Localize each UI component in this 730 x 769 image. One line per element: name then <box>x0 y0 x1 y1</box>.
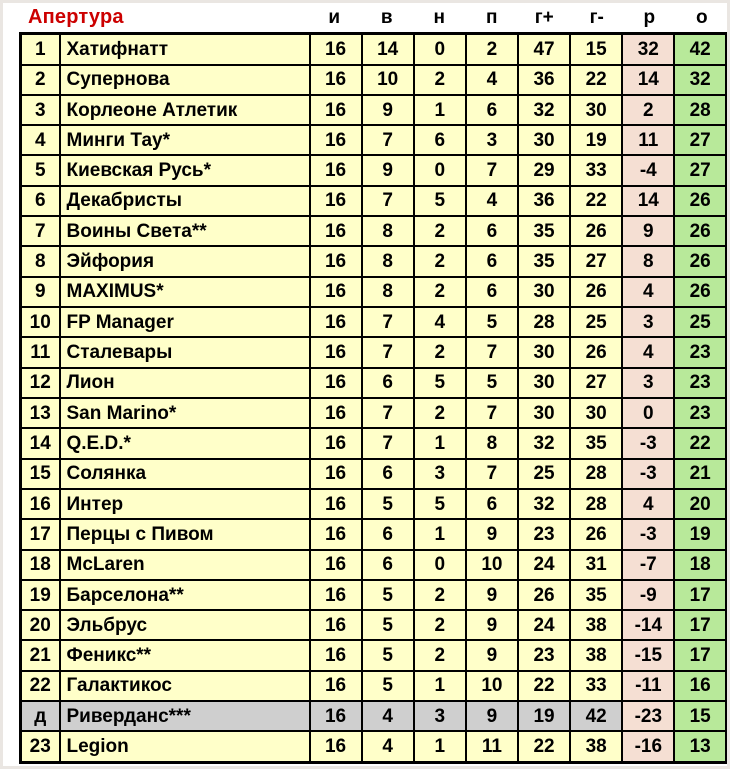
stat-cell: 17 <box>674 640 726 670</box>
stat-cell: 19 <box>674 519 726 549</box>
column-header-7: р <box>643 6 656 28</box>
stat-cell: 7 <box>362 398 414 428</box>
position-cell: 17 <box>21 519 60 549</box>
stat-cell: 30 <box>570 95 622 125</box>
table-row <box>21 277 727 307</box>
position-cell: 1 <box>21 34 60 65</box>
stat-cell: -15 <box>622 640 674 670</box>
stat-cell: 4 <box>622 489 674 519</box>
team-name-cell: Минги Тау* <box>60 125 310 155</box>
stat-cell: 22 <box>570 186 622 216</box>
stat-cell: 2 <box>414 610 466 640</box>
team-name-cell: Корлеоне Атлетик <box>60 95 310 125</box>
table-row <box>21 550 727 580</box>
stat-cell: 7 <box>362 337 414 367</box>
stat-cell: 9 <box>466 640 518 670</box>
stat-cell: 30 <box>518 277 570 307</box>
stat-cell: 38 <box>570 731 622 762</box>
table-row <box>21 640 727 670</box>
column-header-5: г+ <box>534 6 554 28</box>
stat-cell: 19 <box>518 701 570 731</box>
stat-cell: 4 <box>362 731 414 762</box>
stat-cell: -3 <box>622 428 674 458</box>
stat-cell: 3 <box>414 459 466 489</box>
position-cell: 13 <box>21 398 60 428</box>
stat-cell: 32 <box>518 428 570 458</box>
stat-cell: 18 <box>674 550 726 580</box>
stat-cell: 4 <box>466 186 518 216</box>
column-header-2: в <box>380 6 393 28</box>
stat-cell: 16 <box>310 246 362 276</box>
team-name-cell: Q.E.D.* <box>60 428 310 458</box>
stat-cell: 13 <box>674 731 726 762</box>
team-name-cell: MAXIMUS* <box>60 277 310 307</box>
stat-cell: 5 <box>362 671 414 701</box>
stat-cell: 26 <box>570 216 622 246</box>
stat-cell: 22 <box>674 428 726 458</box>
position-cell: 6 <box>21 186 60 216</box>
position-cell: д <box>21 701 60 731</box>
stat-cell: 16 <box>310 65 362 95</box>
stat-cell: 23 <box>518 640 570 670</box>
stat-cell: 6 <box>466 246 518 276</box>
table-row <box>21 459 727 489</box>
stat-cell: 16 <box>674 671 726 701</box>
stat-cell: 27 <box>570 246 622 276</box>
stat-cell: 16 <box>310 368 362 398</box>
stat-cell: 26 <box>570 277 622 307</box>
stat-cell: 26 <box>674 246 726 276</box>
table-row <box>21 610 727 640</box>
stat-cell: 16 <box>310 489 362 519</box>
table-row <box>21 368 727 398</box>
stat-cell: 28 <box>570 489 622 519</box>
position-cell: 22 <box>21 671 60 701</box>
stat-cell: 16 <box>310 398 362 428</box>
stat-cell: 31 <box>570 550 622 580</box>
stat-cell: 35 <box>570 428 622 458</box>
stat-cell: 16 <box>310 519 362 549</box>
stat-cell: 2 <box>414 580 466 610</box>
team-name-cell: Эйфория <box>60 246 310 276</box>
team-name-cell: Хатифнатт <box>60 34 310 65</box>
stat-cell: 33 <box>570 155 622 185</box>
stat-cell: 4 <box>622 337 674 367</box>
stat-cell: 14 <box>622 186 674 216</box>
stat-cell: 3 <box>466 125 518 155</box>
stat-cell: 15 <box>570 34 622 65</box>
stat-cell: 16 <box>310 580 362 610</box>
stat-cell: 5 <box>414 368 466 398</box>
stat-cell: 0 <box>622 398 674 428</box>
stat-cell: 2 <box>414 246 466 276</box>
stat-cell: 16 <box>310 640 362 670</box>
table-row <box>21 428 727 458</box>
stat-cell: 7 <box>466 155 518 185</box>
table-row <box>21 701 727 731</box>
stat-cell: 27 <box>570 368 622 398</box>
stat-cell: 38 <box>570 610 622 640</box>
position-cell: 15 <box>21 459 60 489</box>
column-header-8: о <box>695 6 708 28</box>
team-name-cell: FP Manager <box>60 307 310 337</box>
stat-cell: 4 <box>466 65 518 95</box>
stat-cell: 24 <box>518 550 570 580</box>
stat-cell: 23 <box>674 398 726 428</box>
stat-cell: 22 <box>518 731 570 762</box>
table-row <box>21 34 727 65</box>
stat-cell: -23 <box>622 701 674 731</box>
stat-cell: -3 <box>622 459 674 489</box>
stat-cell: 10 <box>362 65 414 95</box>
team-name-cell: Риверданс*** <box>60 701 310 731</box>
stat-cell: 14 <box>362 34 414 65</box>
stat-cell: -3 <box>622 519 674 549</box>
stat-cell: -4 <box>622 155 674 185</box>
team-name-cell: Барселона** <box>60 580 310 610</box>
stat-cell: 36 <box>518 186 570 216</box>
position-cell: 20 <box>21 610 60 640</box>
stat-cell: 19 <box>570 125 622 155</box>
stat-cell: 5 <box>466 368 518 398</box>
stat-cell: 10 <box>466 550 518 580</box>
stat-cell: 2 <box>414 65 466 95</box>
stat-cell: 28 <box>518 307 570 337</box>
stat-cell: 30 <box>518 337 570 367</box>
stat-cell: 8 <box>362 246 414 276</box>
stat-cell: 32 <box>518 95 570 125</box>
stat-cell: 6 <box>466 216 518 246</box>
stat-cell: 5 <box>414 186 466 216</box>
table-row <box>21 65 727 95</box>
stat-cell: 24 <box>518 610 570 640</box>
column-header-6: г- <box>589 6 604 28</box>
stat-cell: 7 <box>466 337 518 367</box>
team-name-cell: San Marino* <box>60 398 310 428</box>
position-cell: 9 <box>21 277 60 307</box>
stat-cell: 33 <box>570 671 622 701</box>
stat-cell: 26 <box>570 519 622 549</box>
team-name-cell: Legion <box>60 731 310 762</box>
stat-cell: 6 <box>466 277 518 307</box>
position-cell: 3 <box>21 95 60 125</box>
page-title: Апертура <box>28 6 124 28</box>
table-row <box>21 580 727 610</box>
stat-cell: 16 <box>310 671 362 701</box>
stat-cell: 36 <box>518 65 570 95</box>
team-name-cell: Перцы с Пивом <box>60 519 310 549</box>
stat-cell: 7 <box>362 186 414 216</box>
table-row <box>21 95 727 125</box>
stat-cell: 6 <box>466 95 518 125</box>
table-row <box>21 337 727 367</box>
team-name-cell: Киевская Русь* <box>60 155 310 185</box>
position-cell: 11 <box>21 337 60 367</box>
stat-cell: 7 <box>362 428 414 458</box>
team-name-cell: McLaren <box>60 550 310 580</box>
stat-cell: 30 <box>518 368 570 398</box>
stat-cell: 16 <box>310 428 362 458</box>
stat-cell: 16 <box>310 186 362 216</box>
stat-cell: 2 <box>414 640 466 670</box>
stat-cell: 8 <box>466 428 518 458</box>
table-row <box>21 489 727 519</box>
team-name-cell: Декабристы <box>60 186 310 216</box>
team-name-cell: Интер <box>60 489 310 519</box>
team-name-cell: Сталевары <box>60 337 310 367</box>
table-row <box>21 398 727 428</box>
stat-cell: 16 <box>310 155 362 185</box>
stat-cell: 25 <box>674 307 726 337</box>
stat-cell: 3 <box>622 368 674 398</box>
stat-cell: 9 <box>466 519 518 549</box>
stat-cell: 6 <box>414 125 466 155</box>
stat-cell: 32 <box>518 489 570 519</box>
stat-cell: 4 <box>414 307 466 337</box>
stat-cell: 16 <box>310 459 362 489</box>
stat-cell: 29 <box>518 155 570 185</box>
stat-cell: 23 <box>674 368 726 398</box>
table-row <box>21 671 727 701</box>
stat-cell: 1 <box>414 671 466 701</box>
stat-cell: -16 <box>622 731 674 762</box>
stat-cell: 23 <box>674 337 726 367</box>
table-row <box>21 155 727 185</box>
stat-cell: 11 <box>622 125 674 155</box>
stat-cell: 32 <box>674 65 726 95</box>
stat-cell: 5 <box>414 489 466 519</box>
stat-cell: 47 <box>518 34 570 65</box>
stat-cell: 16 <box>310 701 362 731</box>
position-cell: 7 <box>21 216 60 246</box>
stat-cell: 9 <box>622 216 674 246</box>
table-row <box>21 307 727 337</box>
stat-cell: 6 <box>362 368 414 398</box>
stat-cell: -11 <box>622 671 674 701</box>
table-row <box>21 216 727 246</box>
stat-cell: 2 <box>414 216 466 246</box>
stat-cell: 16 <box>310 95 362 125</box>
stat-cell: 1 <box>414 428 466 458</box>
stat-cell: 30 <box>518 398 570 428</box>
stat-cell: 6 <box>466 489 518 519</box>
position-cell: 14 <box>21 428 60 458</box>
stat-cell: 16 <box>310 125 362 155</box>
stat-cell: 5 <box>362 489 414 519</box>
stat-cell: 16 <box>310 550 362 580</box>
position-cell: 2 <box>21 65 60 95</box>
stat-cell: 42 <box>674 34 726 65</box>
position-cell: 12 <box>21 368 60 398</box>
position-cell: 4 <box>21 125 60 155</box>
stat-cell: 25 <box>518 459 570 489</box>
stat-cell: 16 <box>310 34 362 65</box>
team-name-cell: Феникс** <box>60 640 310 670</box>
team-name-cell: Солянка <box>60 459 310 489</box>
standings-table <box>19 32 728 764</box>
stat-cell: 25 <box>570 307 622 337</box>
stat-cell: 1 <box>414 95 466 125</box>
stat-cell: 26 <box>674 277 726 307</box>
stat-cell: 2 <box>414 337 466 367</box>
stat-cell: 10 <box>466 671 518 701</box>
position-cell: 16 <box>21 489 60 519</box>
stat-cell: 2 <box>414 398 466 428</box>
stat-cell: 26 <box>674 216 726 246</box>
stat-cell: 3 <box>414 701 466 731</box>
stat-cell: 9 <box>362 95 414 125</box>
stat-cell: 0 <box>414 155 466 185</box>
team-name-cell: Эльбрус <box>60 610 310 640</box>
stat-cell: 16 <box>310 307 362 337</box>
table-row <box>21 731 727 762</box>
team-name-cell: Лион <box>60 368 310 398</box>
stat-cell: 8 <box>622 246 674 276</box>
position-cell: 5 <box>21 155 60 185</box>
stat-cell: 20 <box>674 489 726 519</box>
team-name-cell: Воины Света** <box>60 216 310 246</box>
table-row <box>21 246 727 276</box>
stat-cell: -14 <box>622 610 674 640</box>
stat-cell: 32 <box>622 34 674 65</box>
stat-cell: 8 <box>362 277 414 307</box>
stat-cell: 28 <box>674 95 726 125</box>
stat-cell: 22 <box>570 65 622 95</box>
stat-cell: 28 <box>570 459 622 489</box>
stat-cell: 17 <box>674 610 726 640</box>
stat-cell: -7 <box>622 550 674 580</box>
stat-cell: 35 <box>518 246 570 276</box>
table-row <box>21 186 727 216</box>
table-row <box>21 125 727 155</box>
stat-cell: 27 <box>674 125 726 155</box>
column-header-3: н <box>433 6 445 28</box>
stat-cell: 8 <box>362 216 414 246</box>
column-header-4: п <box>486 6 498 28</box>
position-cell: 23 <box>21 731 60 762</box>
stat-cell: 7 <box>362 125 414 155</box>
column-header-1: и <box>328 6 341 28</box>
position-cell: 8 <box>21 246 60 276</box>
position-cell: 21 <box>21 640 60 670</box>
stat-cell: 27 <box>674 155 726 185</box>
stat-cell: 9 <box>362 155 414 185</box>
stat-cell: 30 <box>570 398 622 428</box>
stat-cell: 1 <box>414 731 466 762</box>
stat-cell: 22 <box>518 671 570 701</box>
position-cell: 19 <box>21 580 60 610</box>
stat-cell: 2 <box>466 34 518 65</box>
stat-cell: 35 <box>518 216 570 246</box>
table-row <box>21 519 727 549</box>
stat-cell: 16 <box>310 731 362 762</box>
stat-cell: 17 <box>674 580 726 610</box>
stat-cell: 30 <box>518 125 570 155</box>
stat-cell: 11 <box>466 731 518 762</box>
stat-cell: 5 <box>362 610 414 640</box>
stat-cell: 16 <box>310 337 362 367</box>
stat-cell: 35 <box>570 580 622 610</box>
column-headers <box>308 3 728 32</box>
stat-cell: 9 <box>466 610 518 640</box>
stat-cell: -9 <box>622 580 674 610</box>
stat-cell: 26 <box>570 337 622 367</box>
stat-cell: 3 <box>622 307 674 337</box>
stat-cell: 21 <box>674 459 726 489</box>
stat-cell: 6 <box>362 519 414 549</box>
stat-cell: 9 <box>466 580 518 610</box>
stat-cell: 6 <box>362 459 414 489</box>
stat-cell: 9 <box>466 701 518 731</box>
stat-cell: 7 <box>466 459 518 489</box>
stat-cell: 5 <box>466 307 518 337</box>
stat-cell: 16 <box>310 277 362 307</box>
stat-cell: 38 <box>570 640 622 670</box>
stat-cell: 14 <box>622 65 674 95</box>
stat-cell: 23 <box>518 519 570 549</box>
table-header <box>19 3 728 32</box>
stat-cell: 26 <box>674 186 726 216</box>
stat-cell: 0 <box>414 34 466 65</box>
team-name-cell: Супернова <box>60 65 310 95</box>
stat-cell: 4 <box>362 701 414 731</box>
stat-cell: 16 <box>310 216 362 246</box>
stat-cell: 1 <box>414 519 466 549</box>
stat-cell: 7 <box>466 398 518 428</box>
stat-cell: 2 <box>414 277 466 307</box>
position-cell: 18 <box>21 550 60 580</box>
stat-cell: 5 <box>362 580 414 610</box>
team-name-cell: Галактикос <box>60 671 310 701</box>
position-cell: 10 <box>21 307 60 337</box>
stat-cell: 26 <box>518 580 570 610</box>
stat-cell: 2 <box>622 95 674 125</box>
stat-cell: 16 <box>310 610 362 640</box>
stat-cell: 5 <box>362 640 414 670</box>
stat-cell: 42 <box>570 701 622 731</box>
stat-cell: 0 <box>414 550 466 580</box>
stat-cell: 4 <box>622 277 674 307</box>
stat-cell: 6 <box>362 550 414 580</box>
stat-cell: 15 <box>674 701 726 731</box>
stat-cell: 7 <box>362 307 414 337</box>
